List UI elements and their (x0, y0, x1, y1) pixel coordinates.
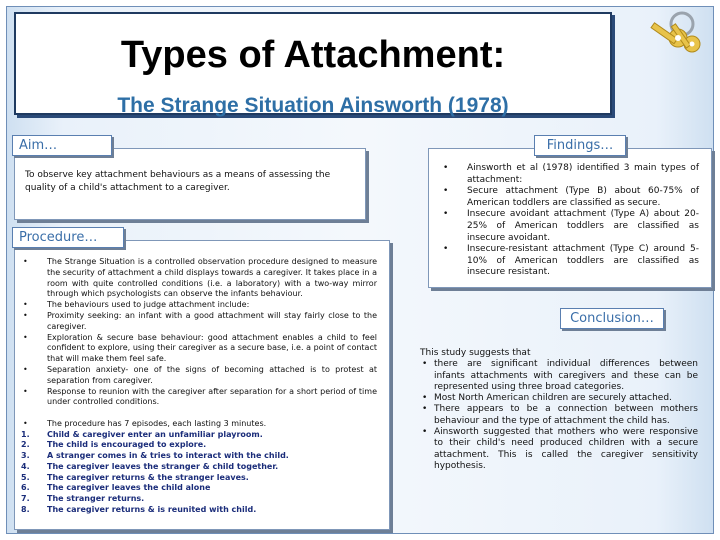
step-item (21, 483, 377, 494)
episodes-block (21, 419, 377, 515)
conclusion-list (420, 359, 698, 472)
step-text: The caregiver returns & the stranger leaves. (47, 472, 249, 482)
step-item (21, 505, 377, 516)
step-item (21, 430, 377, 441)
step-text: The child is encouraged to explore. (47, 440, 207, 450)
procedure-panel (14, 240, 390, 530)
step-item (21, 440, 377, 451)
step-text: The caregiver leaves the stranger & child together. (47, 461, 279, 471)
step-item (21, 462, 377, 473)
title-box (14, 12, 612, 115)
procedure-bullet: • Exploration & secure base behaviour: good attachment enables a child to feel confident to explore, using their caregiver as a secure base, i.e. a point of contact that will make them feel safe. (21, 333, 377, 365)
step-number: 2. (21, 440, 30, 450)
step-number: 1. (21, 429, 30, 439)
step-item (21, 451, 377, 462)
findings-bullet: • Insecure avoidant attachment (Type A) about 20-25% of American toddlers are classified as insecure avoidant. (441, 209, 699, 244)
step-text: The stranger returns. (47, 493, 145, 503)
conclusion-intro: This study suggests that (420, 348, 531, 358)
conclusion-label: Conclusion… (560, 308, 664, 329)
step-text: The caregiver leaves the child alone (47, 483, 211, 493)
step-number: 6. (21, 483, 30, 493)
findings-bullet: • Ainsworth et al (1978) identified 3 main types of attachment: (441, 163, 699, 186)
keys-icon (630, 8, 710, 80)
conclusion-bullet: • there are significant individual differences between infants attachments with caregivers and these can be represented using three broad categories. (420, 359, 698, 393)
procedure-bullet: • Response to reunion with the caregiver after separation for a short period of time under controlled conditions. (21, 387, 377, 409)
step-number: 8. (21, 504, 30, 514)
findings-bullet: • Secure attachment (Type B) about 60-75% of American toddlers are classified as secure. (441, 186, 699, 209)
episodes-intro-list (21, 419, 377, 430)
step-number: 5. (21, 472, 30, 482)
findings-panel (428, 148, 712, 288)
step-number: 4. (21, 461, 30, 471)
page-subtitle: The Strange Situation Ainsworth (1978) (117, 94, 509, 117)
aim-panel (14, 148, 366, 220)
steps-list (21, 430, 377, 516)
step-text: The caregiver returns & is reunited with child. (47, 504, 257, 514)
conclusion-bullet: • Most North American children are securely attached. (420, 393, 698, 404)
step-text: A stranger comes in & tries to interact with the child. (47, 451, 289, 461)
findings-label: Findings… (534, 135, 626, 156)
step-number: 7. (21, 493, 30, 503)
conclusion-bullet: • There appears to be a connection between mothers behaviour and the type of attachment the child has. (420, 404, 698, 427)
conclusion-block (420, 348, 698, 472)
procedure-bullet: • Proximity seeking: an infant with a good attachment will stay fairly close to the caregiver. (21, 311, 377, 333)
step-text: Child & caregiver enter an unfamiliar playroom. (47, 429, 263, 439)
step-number: 3. (21, 451, 30, 461)
procedure-label: Procedure… (12, 227, 124, 248)
aim-text: To observe key attachment behaviours as a means of assessing the quality of a child's attachment to a caregiver. (25, 170, 331, 193)
procedure-bullet: • The behaviours used to judge attachment include: (21, 300, 377, 311)
procedure-bullet: • The Strange Situation is a controlled observation procedure designed to measure the security of attachment a child displays towards a caregiver. It takes place in a room with quite controlled conditions (i.e. a laboratory) with a two-way mirror through which psychologists can observe the infants behaviour. (21, 257, 377, 300)
conclusion-bullet: • Ainsworth suggested that mothers who were responsive to their child's need produced children with a secure attachment. This is called the caregiver sensitivity hypothesis. (420, 427, 698, 472)
episodes-intro: • The procedure has 7 episodes, each lasting 3 minutes. (21, 419, 377, 430)
page-title: Types of Attachment: (120, 34, 506, 76)
step-item (21, 473, 377, 484)
step-item (21, 494, 377, 505)
findings-bullet: • Insecure-resistant attachment (Type C) around 5-10% of American toddlers are classified as insecure resistant. (441, 244, 699, 279)
aim-label: Aim… (12, 135, 112, 156)
procedure-list (21, 257, 377, 408)
findings-list (441, 163, 699, 279)
procedure-bullet: • Separation anxiety- one of the signs of becoming attached is to protest at separation from caregiver. (21, 365, 377, 387)
